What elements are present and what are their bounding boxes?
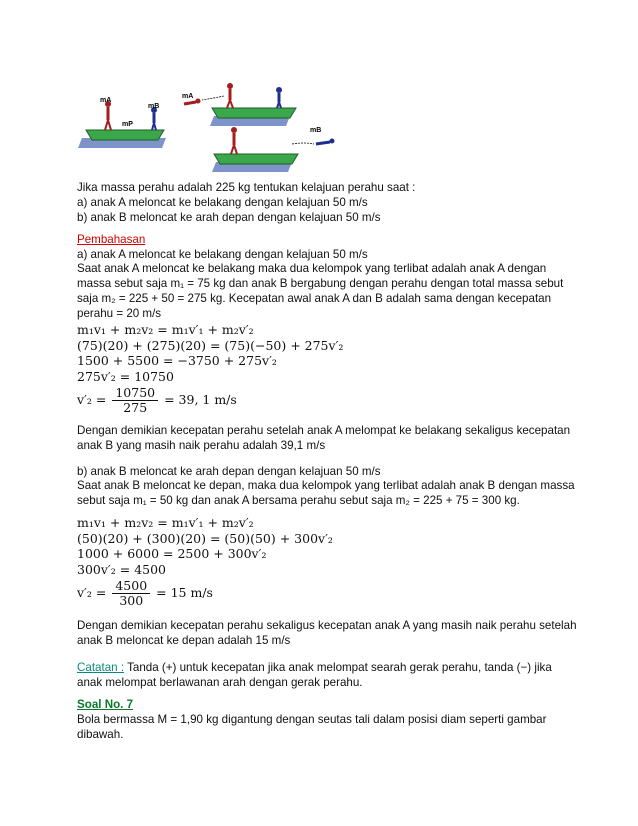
eq-b-line-1: m₁v₁ + m₂v₂ = m₁v′₁ + m₂v′₂ — [77, 515, 254, 530]
eq-a-fraction — [112, 386, 158, 415]
eq-b-rhs: = 15 m/s — [156, 585, 213, 600]
boat-left — [86, 130, 164, 140]
child-b-jumping — [316, 139, 335, 145]
equations-b — [77, 515, 333, 609]
eq-a-line-5 — [77, 384, 343, 416]
child-a-standing — [227, 83, 233, 108]
label-ma-right: mA — [182, 93, 194, 100]
part-a-text: Saat anak A meloncat ke belakang maka dua kelompok yang terlibat adalah anak A dengan massa sebut saja m₁ = 75 kg dan anak B bergabung dengan perahu dengan total massa sebut saja m₂ = 225 + 50 = 275 kg. Kecepatan awal anak A dan B adalah sama dengan kecepatan perahu = 20 m/s — [77, 262, 564, 320]
jump-arrow-b — [292, 143, 314, 144]
child-a-left — [105, 101, 111, 130]
note — [77, 660, 577, 690]
eq-b-line-2: (50)(20) + (300)(20) = (50)(50) + 300v′₂ — [77, 530, 333, 546]
child-b-top-right — [276, 87, 282, 108]
label-mb-left: mB — [148, 103, 160, 110]
child-b-left — [151, 107, 157, 130]
eq-b-line-4: 300v′₂ = 4500 — [77, 561, 167, 577]
eq-a-denominator: 275 — [123, 400, 148, 415]
next-problem-text: Bola bermassa M = 1,90 kg digantung dengan seutas tali dalam posisi diam seperti gambar dibawah. — [77, 713, 547, 741]
eq-a-line-4: 275v′₂ = 10750 — [77, 368, 174, 384]
boat-figure — [78, 78, 338, 178]
equations-a — [77, 322, 343, 416]
eq-b-numerator: 4500 — [112, 579, 150, 594]
jump-arrow-a — [202, 96, 224, 100]
eq-a-lhs: v′₂ = — [77, 392, 107, 407]
problem-intro: Jika massa perahu adalah 225 kg tentukan kelajuan perahu saat : — [77, 181, 416, 194]
eq-a-line-1: m₁v₁ + m₂v₂ = m₁v′₁ + m₂v′₂ — [77, 322, 254, 337]
eq-a-numerator: 10750 — [112, 386, 158, 401]
eq-b-denominator: 300 — [119, 593, 144, 608]
note-label: Catatan : — [77, 661, 125, 674]
eq-b-line-3: 1000 + 6000 = 2500 + 300v′₂ — [77, 546, 267, 561]
next-problem-heading: Soal No. 7 — [77, 698, 134, 711]
label-mp: mP — [122, 121, 133, 128]
eq-b-fraction — [112, 579, 150, 608]
note-text: Tanda (+) untuk kecepatan jika anak melompat searah gerak perahu, tanda (−) jika anak melompat berlawanan arah dengan gerak perahu. — [77, 661, 552, 689]
problem-part-b: b) anak B meloncat ke arah depan dengan kelajuan 50 m/s — [77, 211, 381, 224]
label-ma-left: mA — [100, 97, 112, 104]
eq-b-lhs: v′₂ = — [77, 585, 107, 600]
boat-top-right — [212, 108, 296, 118]
eq-a-line-2: (75)(20) + (275)(20) = (75)(−50) + 275v′₂ — [77, 337, 344, 353]
part-b-text: Saat anak B meloncat ke depan, maka dua kelompok yang terlibat adalah anak B dengan massa sebut saja m₁ = 50 kg dan anak A bersama perahu sebut saja m₂ = 225 + 75 = 300 kg. — [77, 479, 575, 507]
eq-a-line-3: 1500 + 5500 = −3750 + 275v′₂ — [77, 353, 277, 368]
boat-bottom-right — [214, 154, 298, 164]
problem-part-a: a) anak A meloncat ke belakang dengan kelajuan 50 m/s — [77, 196, 368, 209]
eq-b-line-5 — [77, 577, 333, 609]
solution-heading: Pembahasan — [77, 233, 146, 246]
part-b-title: b) anak B meloncat ke arah depan dengan kelajuan 50 m/s — [77, 465, 381, 478]
child-a-bottom — [231, 127, 237, 154]
conclusion-b: Dengan demikian kecepatan perahu sekaligus kecepatan anak A yang masih naik perahu setelah anak B meloncat ke depan adalah 15 m/s — [77, 619, 577, 647]
part-a-title: a) anak A meloncat ke belakang dengan kelajuan 50 m/s — [77, 248, 368, 261]
label-mb-right: mB — [310, 127, 322, 134]
eq-a-rhs: = 39, 1 m/s — [164, 392, 237, 407]
conclusion-a: Dengan demikian kecepatan perahu setelah anak A melompat ke belakang sekaligus kecepatan anak B yang masih naik perahu adalah 39,1 m/s — [77, 424, 571, 452]
